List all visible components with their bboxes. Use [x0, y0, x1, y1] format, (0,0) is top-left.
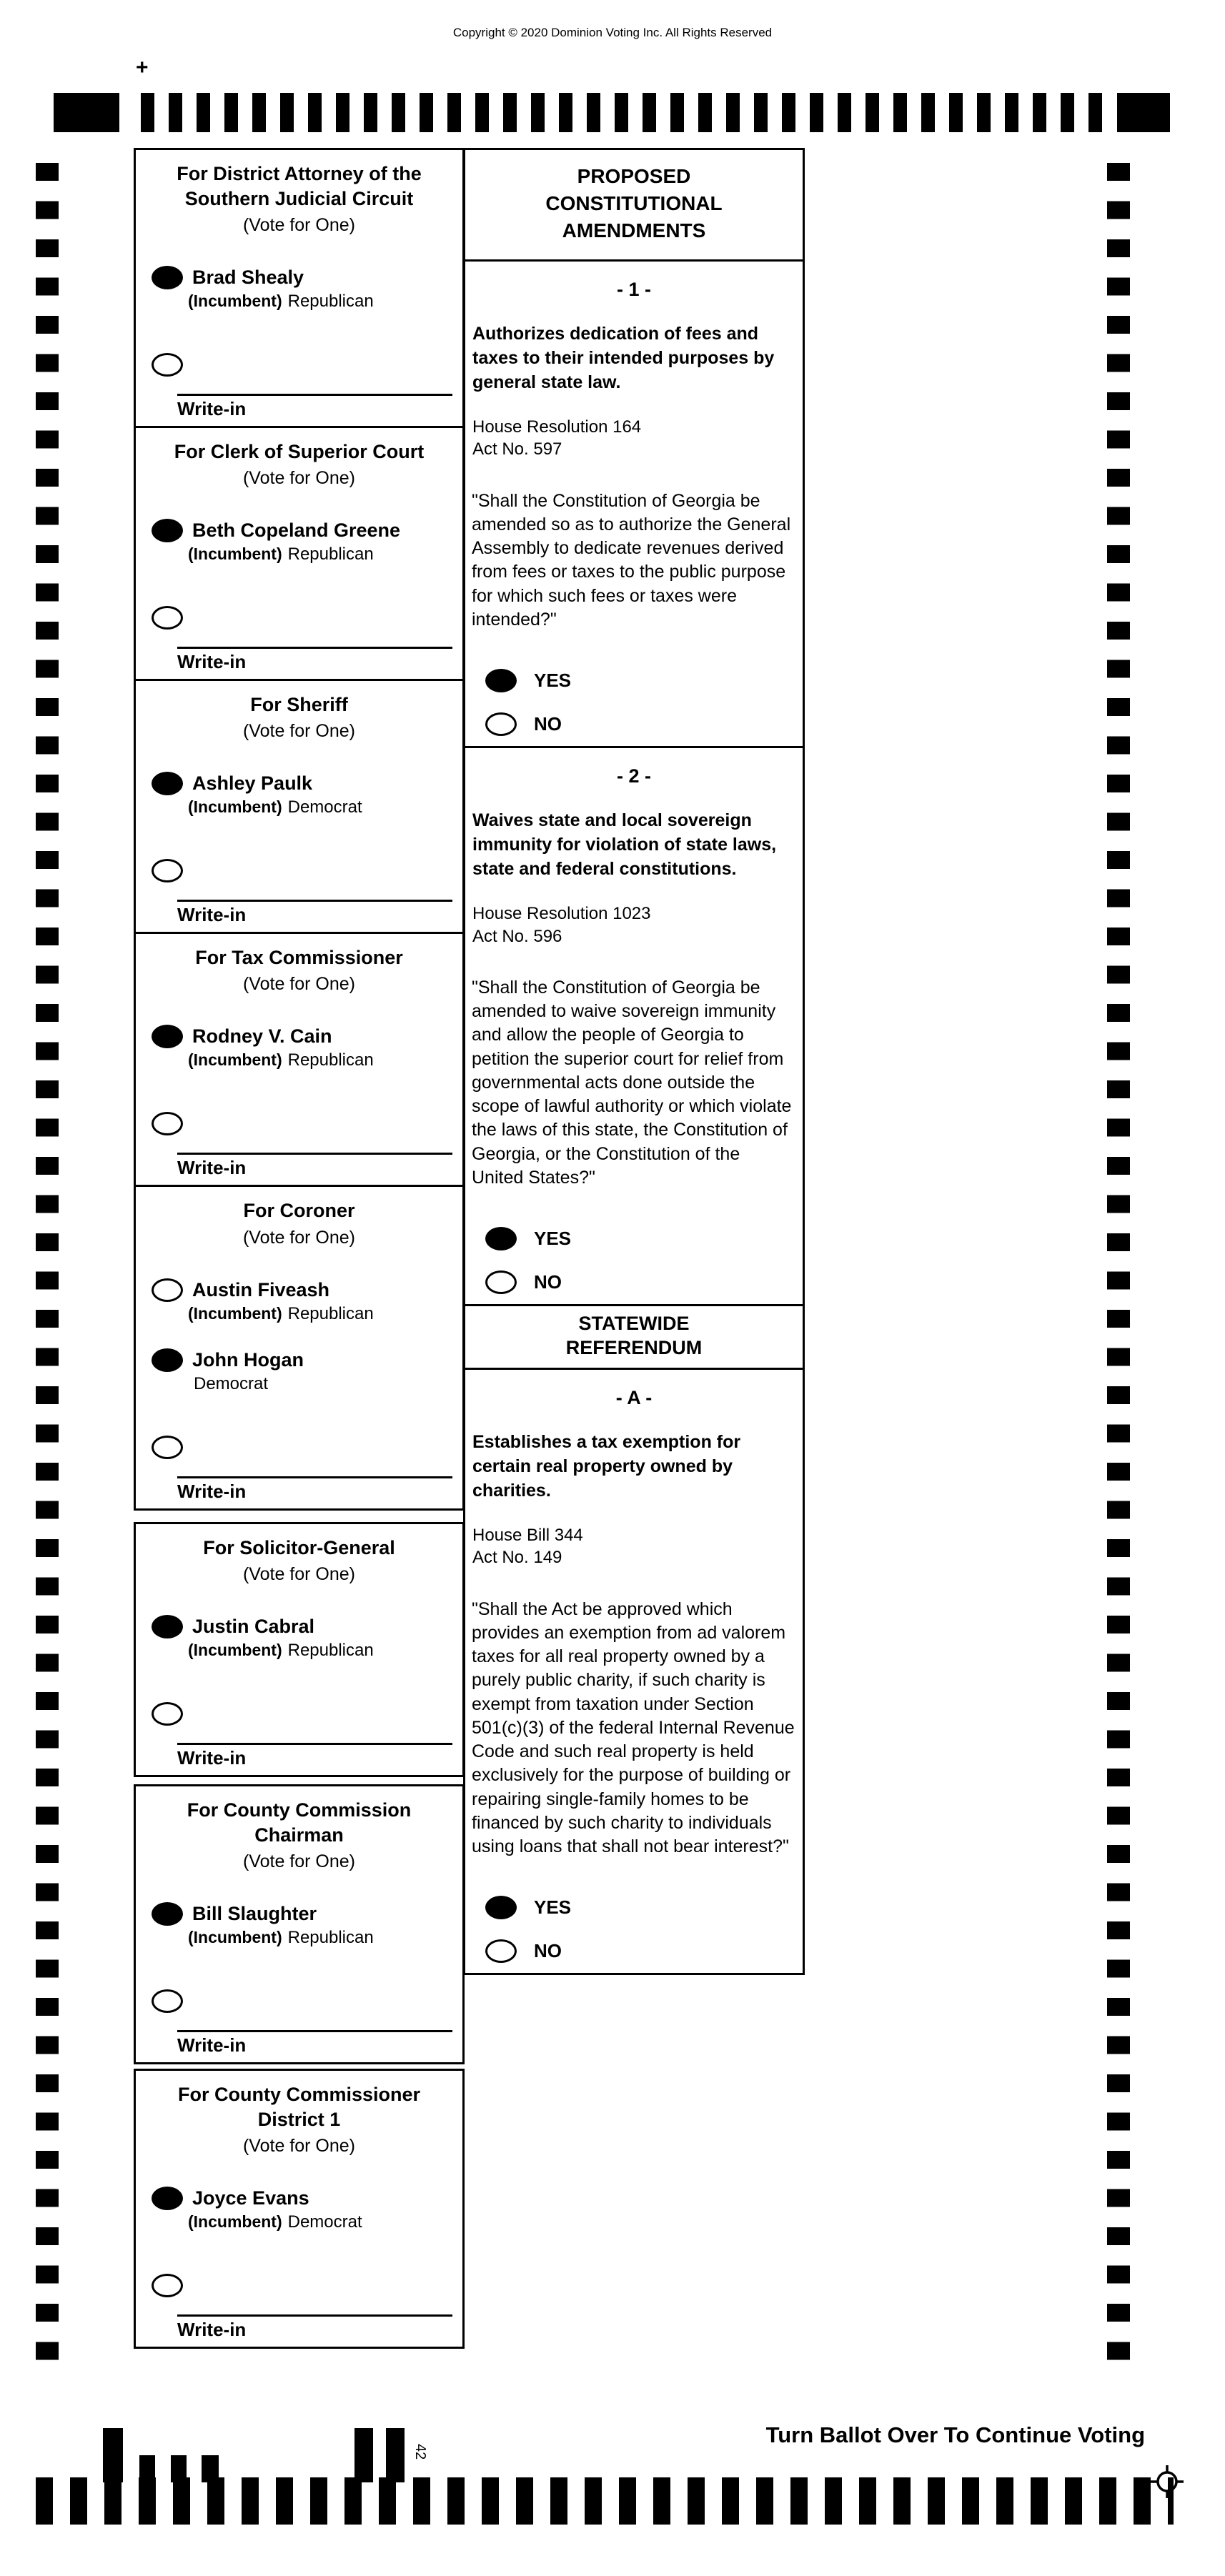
right-timing-marks — [1107, 163, 1130, 2378]
write-in-line[interactable] — [177, 2030, 452, 2032]
no-oval[interactable] — [485, 1939, 517, 1963]
write-in-label: Write-in — [177, 2034, 247, 2056]
candidate-name: Austin Fiveash — [192, 1278, 330, 1301]
write-in-line[interactable] — [177, 647, 452, 649]
vote-for-instruction: (Vote for One) — [242, 721, 356, 742]
incumbent-label: (Incumbent) — [188, 544, 282, 564]
no-row — [465, 712, 803, 736]
candidate-oval[interactable] — [152, 1278, 183, 1302]
candidate-name: Brad Shealy — [192, 267, 304, 289]
write-in-line[interactable] — [177, 2314, 452, 2317]
registration-plus-icon: + — [136, 56, 149, 79]
section-header-line: PROPOSED — [577, 165, 691, 187]
candidate-oval[interactable] — [152, 1902, 183, 1926]
incumbent-label: (Incumbent) — [188, 797, 282, 817]
contest-title — [136, 2071, 462, 2132]
party-label: Republican — [287, 544, 374, 565]
candidate-party-line — [136, 292, 462, 312]
yes-row — [465, 1227, 803, 1250]
yes-label: YES — [534, 670, 572, 692]
contest-county-commission-chairman — [134, 1784, 465, 2064]
no-label: NO — [534, 1940, 562, 1962]
write-in-label: Write-in — [177, 1157, 247, 1179]
incumbent-label: (Incumbent) — [188, 2212, 282, 2232]
timing-bars-icon — [141, 93, 1107, 132]
incumbent-label: (Incumbent) — [188, 1927, 282, 1946]
measure-ref-line: Act No. 597 — [472, 439, 562, 459]
contest-title-line: For District Attorney of the — [177, 163, 422, 184]
write-in-line[interactable] — [177, 900, 452, 902]
candidate-row — [136, 1278, 462, 1302]
candidate-oval[interactable] — [152, 2187, 183, 2210]
candidate-oval[interactable] — [152, 266, 183, 289]
contest-title — [136, 1187, 462, 1223]
vote-for-instruction: (Vote for One) — [242, 2136, 356, 2157]
write-in-oval-row — [136, 1112, 462, 1135]
contest-title-line: Chairman — [254, 1824, 344, 1846]
candidate-oval[interactable] — [152, 519, 183, 542]
contest-title-line: District 1 — [257, 2108, 341, 2130]
measure-summary: Authorizes dedication of fees and taxes to their intended purposes by general state law. — [472, 324, 775, 392]
candidate-party-line — [136, 544, 462, 565]
timing-block-icon — [54, 93, 119, 132]
ballot-stub-barcode — [103, 2428, 439, 2485]
incumbent-label: (Incumbent) — [188, 292, 282, 311]
candidate-row — [136, 266, 462, 289]
write-in-label: Write-in — [177, 1746, 247, 1769]
write-in-oval[interactable] — [152, 1702, 183, 1726]
candidate-row — [136, 519, 462, 542]
measure-ref-line: Act No. 149 — [472, 1548, 562, 1568]
party-label: Republican — [287, 1640, 374, 1660]
write-in-oval[interactable] — [152, 1436, 183, 1459]
no-oval[interactable] — [485, 1270, 517, 1294]
write-in-oval-row — [136, 606, 462, 630]
vote-for-instruction: (Vote for One) — [242, 1227, 356, 1248]
no-oval[interactable] — [485, 712, 517, 736]
contest-title-line: For Tax Commissioner — [195, 947, 403, 969]
incumbent-label: (Incumbent) — [188, 1640, 282, 1659]
candidate-row — [136, 1025, 462, 1048]
candidate-row — [136, 2187, 462, 2210]
party-label: Democrat — [287, 2212, 362, 2232]
contest-clerk-superior-court — [134, 426, 465, 681]
candidate-party-line — [136, 1050, 462, 1070]
party-label: Republican — [287, 1303, 374, 1323]
candidate-row — [136, 772, 462, 795]
measure-reference — [465, 416, 803, 460]
measure-question: "Shall the Constitution of Georgia be amended so as to authorize the General Assembly to dedicate revenues derived from fees or taxes to the public purpose for which such fees or taxes were intended?" — [472, 490, 791, 630]
candidate-oval[interactable] — [152, 1025, 183, 1048]
measure-number: - 1 - — [616, 279, 651, 300]
bottom-timing-marks — [36, 2477, 1174, 2525]
section-header — [465, 150, 803, 244]
amendment-1 — [463, 259, 805, 748]
write-in-line[interactable] — [177, 1153, 452, 1155]
measure-ref-line: House Bill 344 — [472, 1526, 583, 1546]
candidate-party-line — [136, 1374, 462, 1394]
timing-block-icon — [1117, 93, 1170, 132]
measure-ref-line: Act No. 596 — [472, 926, 562, 946]
write-in-oval[interactable] — [152, 2274, 183, 2297]
contest-title-line: For Solicitor-General — [203, 1536, 395, 1558]
contest-title — [136, 150, 462, 212]
write-in-line[interactable] — [177, 394, 452, 396]
write-in-oval-row — [136, 859, 462, 882]
yes-label: YES — [534, 1896, 572, 1919]
measure-question: "Shall the Act be approved which provides an exemption from ad valorem taxes for all real property owned by a purely public charity, if such charity is exempt from taxation under Section 501(c)(3) of the federal Internal Revenue Code and such real property is held exclusively for the purpose of building or repairing single-family homes to be financed by such charity to individuals using loans that shall not bear interest?" — [472, 1598, 795, 1857]
candidate-party-line — [136, 1641, 462, 1661]
party-label: Republican — [287, 1927, 374, 1947]
contest-coroner — [134, 1185, 465, 1510]
yes-row — [465, 669, 803, 692]
incumbent-label: (Incumbent) — [188, 1050, 282, 1070]
section-header-line: REFERENDUM — [565, 1336, 703, 1358]
no-label: NO — [534, 713, 562, 735]
candidate-name: Rodney V. Cain — [192, 1025, 332, 1048]
candidate-name: Ashley Paulk — [192, 772, 313, 795]
candidate-party-line — [136, 2212, 462, 2232]
section-header-line: AMENDMENTS — [562, 219, 706, 242]
candidate-party-line — [136, 1304, 462, 1324]
measure-summary: Establishes a tax exemption for certain real property owned by charities. — [472, 1432, 741, 1501]
contest-title — [136, 1524, 462, 1561]
incumbent-label: (Incumbent) — [188, 1303, 282, 1323]
amendment-2 — [463, 746, 805, 1306]
section-header-line: STATEWIDE — [578, 1313, 690, 1334]
contest-title-line: For Sheriff — [250, 694, 348, 716]
candidate-oval[interactable] — [152, 1348, 183, 1372]
write-in-oval-row — [136, 1702, 462, 1726]
candidate-name: Beth Copeland Greene — [192, 519, 401, 542]
vote-for-instruction: (Vote for One) — [242, 974, 356, 995]
no-label: NO — [534, 1271, 562, 1293]
contest-title — [136, 681, 462, 717]
party-label: Republican — [287, 1050, 374, 1070]
constitutional-amendments-header — [463, 148, 805, 262]
barcode-bar-icon — [103, 2428, 123, 2482]
measure-question: "Shall the Constitution of Georgia be amended to waive sovereign immunity and allow the people of Georgia to petition the superior court for relief from governmental acts done outside the scope of lawful authority or which violate the laws of this state, the Constitution of Georgia, or the Constitution of the United States?" — [472, 977, 792, 1188]
measure-ref-line: House Resolution 1023 — [472, 904, 651, 924]
candidate-party-line — [136, 797, 462, 817]
referendum-a — [463, 1368, 805, 1975]
candidate-row — [136, 1902, 462, 1926]
vote-for-instruction: (Vote for One) — [242, 1563, 356, 1584]
candidate-row — [136, 1615, 462, 1638]
contest-title-line: Southern Judicial Circuit — [184, 188, 414, 210]
top-timing-marks — [54, 93, 1170, 132]
contest-solicitor-general — [134, 1522, 465, 1777]
contest-sheriff — [134, 679, 465, 934]
contest-title-line: For Coroner — [243, 1200, 355, 1222]
measure-reference — [465, 1524, 803, 1568]
write-in-line[interactable] — [177, 1743, 452, 1745]
contest-title-line: For County Commissioner — [177, 2083, 421, 2105]
party-label: Democrat — [194, 1373, 269, 1393]
yes-oval[interactable] — [485, 1896, 517, 1919]
write-in-label: Write-in — [177, 904, 247, 926]
candidate-party-line — [136, 1928, 462, 1948]
no-row — [465, 1939, 803, 1963]
write-in-oval[interactable] — [152, 859, 183, 882]
contest-tax-commissioner — [134, 932, 465, 1187]
write-in-label: Write-in — [177, 2319, 247, 2341]
write-in-oval-row — [136, 2274, 462, 2297]
yes-oval[interactable] — [485, 1227, 517, 1250]
write-in-oval-row — [136, 1436, 462, 1459]
candidate-name: Bill Slaughter — [192, 1902, 317, 1924]
write-in-oval-row — [136, 1989, 462, 2013]
statewide-referendum-header — [463, 1304, 805, 1370]
candidate-row — [136, 1348, 462, 1372]
contest-county-commissioner-district-1 — [134, 2069, 465, 2349]
copyright-notice: Copyright © 2020 Dominion Voting Inc. All Rights Reserved — [452, 26, 773, 39]
contest-district-attorney — [134, 148, 465, 428]
measure-number: - A - — [615, 1387, 653, 1408]
measures-column — [463, 148, 805, 1975]
measure-number: - 2 - — [616, 765, 651, 787]
contest-title-line: For County Commission — [187, 1799, 412, 1821]
barcode-bar-icon — [354, 2428, 373, 2482]
contest-title — [136, 428, 462, 464]
party-label: Democrat — [287, 797, 362, 817]
yes-label: YES — [534, 1228, 572, 1249]
yes-row — [465, 1896, 803, 1919]
contest-title — [136, 934, 462, 970]
write-in-label: Write-in — [177, 1480, 247, 1502]
vote-for-instruction: (Vote for One) — [242, 468, 356, 489]
contest-title-line: For Clerk of Superior Court — [174, 441, 425, 463]
candidate-name: Joyce Evans — [192, 2187, 309, 2209]
barcode-bar-icon — [386, 2428, 405, 2482]
write-in-oval[interactable] — [152, 353, 183, 377]
contest-title — [136, 1786, 462, 1848]
write-in-line[interactable] — [177, 1476, 452, 1478]
measure-summary: Waives state and local sovereign immunity for violation of state laws, state and federal constitutions. — [472, 810, 777, 879]
candidate-oval[interactable] — [152, 1615, 183, 1638]
write-in-oval[interactable] — [152, 1112, 183, 1135]
turn-ballot-over-instruction: Turn Ballot Over To Continue Voting — [765, 2422, 1145, 2447]
vote-for-instruction: (Vote for One) — [242, 1851, 356, 1871]
yes-oval[interactable] — [485, 669, 517, 692]
write-in-label: Write-in — [177, 398, 247, 420]
candidate-contests-column — [134, 148, 465, 2349]
measure-ref-line: House Resolution 164 — [472, 417, 642, 437]
write-in-oval-row — [136, 353, 462, 377]
section-header — [465, 1306, 803, 1361]
party-label: Republican — [287, 292, 374, 312]
write-in-oval[interactable] — [152, 1989, 183, 2013]
no-row — [465, 1270, 803, 1294]
write-in-oval[interactable] — [152, 606, 183, 630]
candidate-name: John Hogan — [192, 1348, 304, 1371]
measure-reference — [465, 902, 803, 947]
section-header-line: CONSTITUTIONAL — [545, 192, 723, 214]
candidate-oval[interactable] — [152, 772, 183, 795]
candidate-name: Justin Cabral — [192, 1615, 315, 1637]
write-in-label: Write-in — [177, 651, 247, 673]
left-timing-marks — [36, 163, 59, 2378]
stub-number: 42 — [412, 2444, 428, 2460]
vote-for-instruction: (Vote for One) — [242, 215, 356, 236]
